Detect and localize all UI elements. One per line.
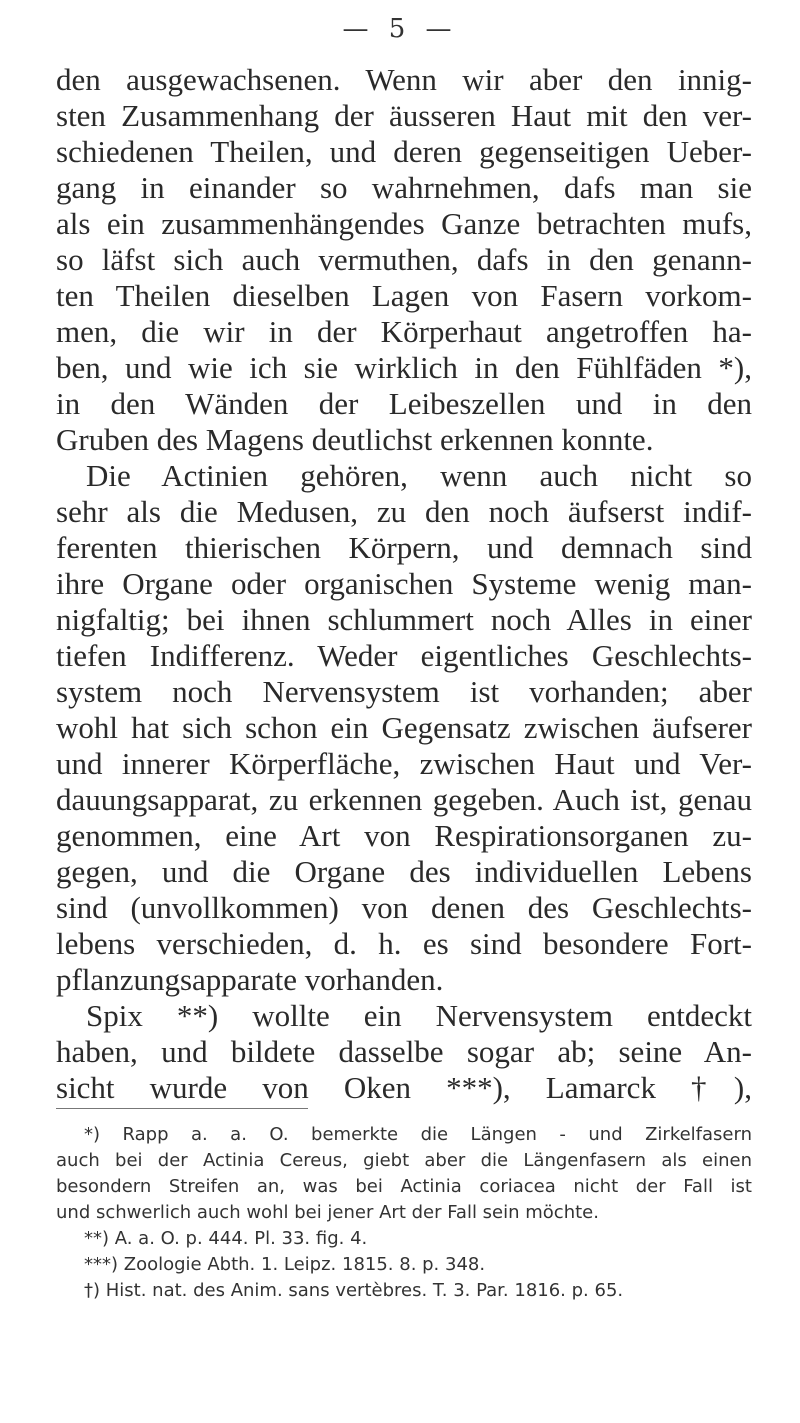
text-line: ten Theilen dieselben Lagen von Fasern vorkom- (56, 278, 752, 313)
text-line: dauungsapparat, zu erkennen gegeben. Auch ist, genau (56, 782, 752, 817)
footnote-line: ***) Zoologie Abth. 1. Leipz. 1815. 8. p. 348. (84, 1254, 486, 1275)
footnote-line: **) A. a. O. p. 444. Pl. 33. fig. 4. (84, 1228, 368, 1249)
text-line: in den Wänden der Leibeszellen und in den (56, 386, 752, 421)
footnote-line: *) Rapp a. a. O. bemerkte die Längen - und Zirkelfasern (84, 1124, 752, 1145)
text-line: gang in einander so wahrnehmen, dafs man sie (56, 170, 752, 205)
text-line: lebens verschieden, d. h. es sind besondere Fort- (56, 926, 752, 961)
page-number: — 5 — (342, 14, 458, 44)
text-line: gegen, und die Organe des individuellen Lebens (56, 854, 752, 889)
text-line: ihre Organe oder organischen Systeme wenig man- (56, 566, 752, 601)
text-line: pflanzungsapparate vorhanden. (56, 962, 444, 997)
text-line: so läfst sich auch vermuthen, dafs in den genann- (56, 242, 752, 277)
footnote-line: besondern Streifen an, was bei Actinia coriacea nicht der Fall ist (56, 1176, 752, 1197)
text-line: Spix **) wollte ein Nervensystem entdeckt (86, 998, 752, 1033)
text-line: sicht wurde von Oken ***), Lamarck †), (56, 1070, 752, 1105)
text-line: men, die wir in der Körperhaut angetroffen ha- (56, 314, 752, 349)
text-line: den ausgewachsenen. Wenn wir aber den innig- (56, 62, 752, 97)
text-line: schiedenen Theilen, und deren gegenseitigen Ueber- (56, 134, 752, 169)
text-line: nigfaltig; bei ihnen schlummert noch Alles in einer (56, 602, 752, 637)
text-line: tiefen Indifferenz. Weder eigentliches Geschlechts- (56, 638, 752, 673)
footnote-separator (56, 1108, 308, 1109)
body-text (56, 62, 752, 1106)
text-line: Gruben des Magens deutlichst erkennen konnte. (56, 422, 654, 457)
text-line: ben, und wie ich sie wirklich in den Fühlfäden *), (56, 350, 752, 385)
text-line: system noch Nervensystem ist vorhanden; aber (56, 674, 752, 709)
text-line: sind (unvollkommen) von denen des Geschlechts- (56, 890, 752, 925)
text-line: genommen, eine Art von Respirationsorganen zu- (56, 818, 752, 853)
text-line: haben, und bildete dasselbe sogar ab; seine An- (56, 1034, 752, 1069)
text-line: sten Zusammenhang der äusseren Haut mit den ver- (56, 98, 752, 133)
text-line: und innerer Körperfläche, zwischen Haut und Ver- (56, 746, 752, 781)
footnotes (56, 1122, 752, 1304)
text-line: Die Actinien gehören, wenn auch nicht so (86, 458, 752, 493)
footnote-line: und schwerlich auch wohl bei jener Art der Fall sein möchte. (56, 1202, 599, 1223)
text-line: wohl hat sich schon ein Gegensatz zwischen äufserer (56, 710, 752, 745)
footnote-line: auch bei der Actinia Cereus, giebt aber die Längenfasern als einen (56, 1150, 752, 1171)
text-line: ferenten thierischen Körpern, und demnach sind (56, 530, 752, 565)
text-line: sehr als die Medusen, zu den noch äufserst indif- (56, 494, 752, 529)
text-line: als ein zusammenhängendes Ganze betrachten mufs, (56, 206, 752, 241)
footnote-line: †) Hist. nat. des Anim. sans vertèbres. T. 3. Par. 1816. p. 65. (84, 1280, 624, 1301)
